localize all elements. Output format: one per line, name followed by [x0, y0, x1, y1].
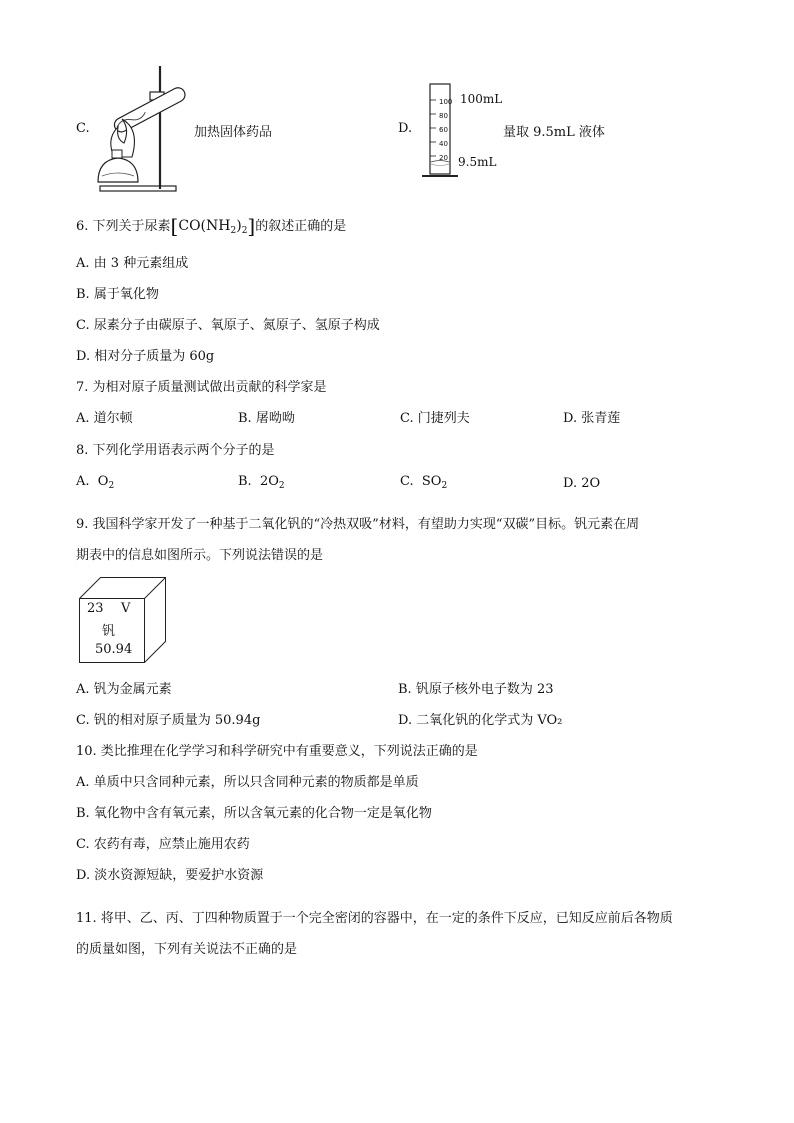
question-6-option-c: C. 尿素分子由碳原子、氧原子、氮原子、氢原子构成: [76, 318, 380, 333]
cylinder-top-label: 100mL: [460, 92, 503, 106]
question-6-suffix: 的叙述正确的是: [255, 219, 347, 234]
element-name: 钒: [102, 624, 116, 639]
element-atomic-number: 23: [87, 601, 104, 616]
option-d-label: D.: [398, 121, 413, 136]
cylinder-tick: 100: [439, 98, 453, 106]
question-7-option-b: B. 屠呦呦: [238, 411, 295, 426]
question-11-stem-line-2: 的质量如图，下列有关说法不正确的是: [76, 942, 298, 957]
question-11-stem-line-1: 11. 将甲、乙、丙、丁四种物质置于一个完全密闭的容器中，在一定的条件下反应，已知反应前后各物质: [76, 911, 673, 926]
cylinder-tick: 20: [439, 154, 448, 162]
question-6-option-b: B. 属于氧化物: [76, 287, 159, 302]
question-10-option-d: D. 淡水资源短缺，要爱护水资源: [76, 868, 264, 883]
question-8-option-c: C. $SO_2$: [400, 474, 448, 491]
question-10-option-a: A. 单质中只含同种元素，所以只含同种元素的物质都是单质: [76, 775, 419, 790]
question-9-option-a: A. 钒为金属元素: [76, 682, 172, 697]
heating-apparatus-image: [92, 62, 202, 194]
question-10-option-b: B. 氧化物中含有氧元素，所以含氧元素的化合物一定是氧化物: [76, 806, 432, 821]
question-7-option-a: A. 道尔顿: [76, 411, 133, 426]
option-c-caption: 加热固体药品: [194, 125, 273, 140]
question-7-option-d: D. 张青莲: [563, 411, 621, 426]
question-6-prefix: 6. 下列关于尿素: [76, 219, 171, 234]
question-9-option-b: B. 钒原子核外电子数为 23: [398, 682, 554, 697]
cylinder-tick: 40: [439, 140, 448, 148]
element-atomic-mass: 50.94: [95, 642, 133, 657]
urea-formula: $[CO(NH_2)_2]$: [170, 214, 256, 238]
question-9-stem-line-2: 期表中的信息如图所示。下列说法错误的是: [76, 548, 324, 563]
question-8-option-a: A. $O_2$: [76, 474, 115, 491]
option-c-label: C.: [76, 121, 90, 136]
cylinder-tick: 80: [439, 112, 448, 120]
question-8-option-d: D. 2O: [563, 476, 601, 491]
question-10-option-c: C. 农药有毒，应禁止施用农药: [76, 837, 250, 852]
question-6-option-d: D. 相对分子质量为 60g: [76, 349, 215, 364]
question-9-option-c: C. 钒的相对原子质量为 50.94g: [76, 713, 261, 728]
option-d-caption: 量取 9.5mL 液体: [503, 125, 605, 140]
cylinder-tick-labels: [439, 95, 452, 165]
question-6-option-a: A. 由 3 种元素组成: [76, 256, 189, 271]
question-6-stem: [76, 214, 346, 238]
question-7-option-c: C. 门捷列夫: [400, 411, 470, 426]
cylinder-bottom-label: 9.5mL: [458, 155, 497, 169]
element-symbol: V: [121, 601, 131, 616]
cylinder-tick: 60: [439, 126, 448, 134]
question-10-stem: 10. 类比推理在化学学习和科学研究中有重要意义，下列说法正确的是: [76, 744, 478, 759]
question-8-option-b: B. $2O_2$: [238, 474, 285, 491]
question-9-option-d: D. 二氧化钒的化学式为 VO₂: [398, 713, 563, 728]
question-9-stem-line-1: 9. 我国科学家开发了一种基于二氧化钒的“冷热双吸”材料，有望助力实现“双碳”目标。钒元素在周: [76, 517, 640, 532]
question-8-stem: 8. 下列化学用语表示两个分子的是: [76, 443, 275, 458]
question-7-stem: 7. 为相对原子质量测试做出贡献的科学家是: [76, 380, 327, 395]
